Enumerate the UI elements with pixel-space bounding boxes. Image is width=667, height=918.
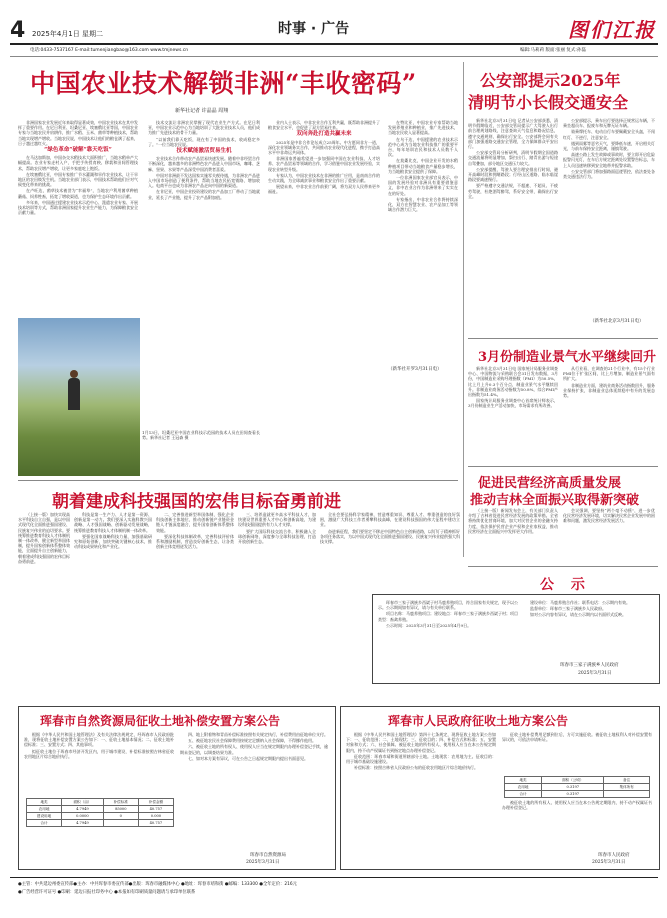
bottom-right-col-1: 根据《中华人民共和国土地管理法》第四十七条规定，现将征收土地方案公告如下：一、征收范围；二、土地现状；三、征收目的；四、补偿方式和标准；五、安置对象和方式；六、社会保障。被征收土地的所有权人、使用权人应当在本公告规定期限内，持不动产权属证书到指定地点办理补偿登记。 征收范围：珲春市靖和街道所辖部分土地。土地现状：农用地为主。征收目的：用于城市基础设施建设。 补偿标准：按照吉林省人民政府公布的征收农用地区片综合地价执行。 [346,732,496,771]
table-cell: 农用地 [505,784,542,791]
banner-col-3: 二、完善推进新型举国体制，强化企业科技创新主体地位，推动创新链产业链资金链人才链深度融合，提升国家创新体系整体效能。 要深化科技体制改革，完善科技评价体系和激励机制，营造良好创新生态，让各类创新主体竞相迸发活力。 [156,512,234,550]
table-header: 面积（亩） [62,799,104,806]
bottom-right-col-2: 征收土地补偿费用足额到位后，方可实施征收。被征收土地权利人对补偿安置有异议的，可依法申请听证。 [502,732,652,743]
table-row [27,813,174,820]
right-bottom-title-1: 促进民营经济高质量发展 [478,476,622,491]
middle-banner-body: （上接一版）加快实现高水平科技自立自强，是以中国式现代化全面推进强国建设、民族复兴伟业的迫切要求。要统筹推进教育科技人才体制机制一体改革，健全新型举国体制，提升国家创新体系整体效能，全面提升自主创新能力，朝着建成科技强国的宏伟目标奋勇前进。 [18,512,70,564]
lead-subhead-3: 双向奔赴打造共赢未来 [296,131,352,138]
lead-article-photo [18,318,140,476]
right-top-col-1: 新华社北京3月31日电 记者从公安部获悉，清明节假期临近，公安部交管局提示广大驾驶人出行前合理规划路线，注意查询天气信息和路况信息，遵守交通规则，确保出行安全。公安部将会同有关部门加强道路交通安全管理，全力保障群众平安出行。 公安部交管局分析研判，清明节假期全国道路交通流量将明显增加，祭扫出行、踏青出游与短途自驾叠加，部分地区交通压力较大。 公安部提醒，驾驶人要合理安排出行时间，避开高峰时段和拥堵路段；行经山区道路、临水临崖路段要减速慢行。 要严格遵守交通法规，不超速、不超员、不疲劳驾驶，杜绝酒驾醉驾，系好安全带，确保出行安全。 [468,118,558,199]
bottom-left-notice-title: 珲春市自然资源局征收土地补偿安置方案公告 [40,714,281,728]
section-title: 时事 · 广告 [278,21,350,37]
table-cell: 合计 [27,820,62,827]
right-top-title-1: 公安部提示2025年 [480,71,621,90]
lead-article-title: 中国农业技术解锁非洲“丰收密码” [30,69,417,98]
lead-article-col-1: 非洲国家农业发展近年来取得显著成效，中国农业技术在其中发挥了重要作用。在尼日利亚、坦桑尼亚、埃塞俄比亚等国，中国农业专家与当地农民并肩耕作，推广水稻、玉米、菌草等种植技术，帮助当地实现增产增收。当地农民说，中国技术让他们的粮仓满了起来，日子越过越红火。 “绿色革命”破解“靠天吃饭” 在马达加斯加，中国杂交水稻技术大面积推广，当地水稻单产大幅提高。农业专家走村入户，手把手传授育秧、移栽和田间管理技术，帮助农民增产增收，让更多家庭吃上饱饭。 在埃塞俄比亚，中国专家推广节水灌溉和旱作农业技术，让干旱地区的农田焕发生机。当地农业部门表示，中国技术帮助他们应对气候变化带来的挑战。 在卢旺达，菌草技术被誉为“幸福草”，当地农户利用菌草种植蘑菇、饲养牲畜，拓宽了增收渠道，也为保护生态环境作出贡献。 多年来，中国通过援建农业技术示范中心、派遣农业专家、开展技术培训等方式，帮助非洲国家提升农业生产能力，为保障粮食安全贡献力量。 [18,120,138,216]
bottom-right-notice-date: 2025年3月31日 [592,860,626,865]
bottom-right-notice-body: 根据《中华人民共和国土地管理法》第四十七条规定，现将征收土地方案公告如下：一、征收范围；二、土地现状；三、征收目的；四、补偿方式和标准；五、安置对象和方式；六、社会保障。被征收土地的所有权人、使用权人应当在本公告规定期限内，持不动产权属证书到指定地点办理补偿登记。 [346,732,496,753]
lead-subhead-2: 技术赋能激活贸易生机 [176,148,232,155]
table-row [27,820,174,827]
right-mid-body: 新华社北京3月31日电 国家统计局服务业调查中心、中国物流与采购联合会31日发布数据，3月份，中国制造业采购经理指数（PMI）为50.5%，比上月上升0.3个百分点，制造业景气水平继续回升。非制造业商务活动指数为50.8%，综合PMI产出指数为51.4%。 [468,366,558,398]
table-cell: 40.757 [138,820,173,827]
bottom-left-notice-sign: 珲春市自然资源局 [250,853,286,858]
bottom-left-table [26,798,174,827]
bottom-left-col-2: 四、地上附着物和青苗补偿标准按照有关规定执行，补偿费用由征地单位支付。 五、被征地农民社会保障费用按规定足额纳入社会保障，不得挪作他用。 六、被征收土地的所有权人、使用权人应当在规定期限内办理补偿登记手续，逾期未登记的，以调查结果为准。 七、如对本方案有异议，可在公告之日起规定期限内提出书面意见。 [180,732,328,761]
table-cell: 0.3197 [542,791,604,798]
right-mid-title: 3月份制造业景气水平继续回升 [478,350,657,365]
issue-date: 2025年4月1日 星期二 [32,30,103,38]
banner-col-5: 全社会要弘扬科学家精神，营造尊重知识、尊重人才、尊重创造的良好氛围，激励广大科技工作者勇攀科技高峰，在建设科技强国的伟大征程中建功立业。 奋进新征程，我们要坚定不移走中国特色自主创新道路，以钉钉子精神抓好各项任务落实，为以中国式现代化全面推进强国建设、民族复兴伟业提供强大科技支撑。 [320,512,460,545]
editors-line: 编辑:马莉莉 版面:张丽 复式:孙磊 [520,48,586,53]
table-header: 补偿标准 [103,799,138,806]
table-cell: 0.3197 [542,784,604,791]
right-mid-col-2: 从行业看，在调查的21个行业中，有15个行业PMI位于扩张区间，比上月增加，制造业景气面有所扩大。 非制造业方面，建筑业商务活动指数回升，服务业保持扩张，非制造业总体延续稳中有升的发展态势。 [563,366,655,399]
announcement-contacts: 建设单位：马鹿养殖合作社；联系电话：公示期内有效。 监督单位：珲春市三家子满族乡人民政府。 如对公示内容有异议，请在公示期内以书面形式反映。 [530,600,630,618]
table-cell: 农用地 [27,806,62,813]
column-divider [463,62,464,557]
lead-article-col-3: 业内人士表示，中非农业合作互利共赢，既帮助非洲提升了粮食安全水平，也促进了双方贸易往来。 双向奔赴打造共赢未来 2025年是中非合作论坛成立25周年。中方愿同非方一道，深化农业领域务实合作，共同推动农业现代化进程，携手打造高水平中非命运共同体。 非洲国家普遍希望进一步加强同中国在农业科技、人才培养、农产品贸易等领域的合作，学习借鉴中国农业发展经验，实现农业转型升级。 专家认为，中国农业技术在非洲的推广应用，是南南合作的生动实践，为全球减贫事业和粮食安全作出了重要贡献。 展望未来，中非农业合作前景广阔，将为双方人民带来更多福祉。 [268,120,380,195]
table-header: 补偿金额 [138,799,173,806]
lead-article-body: 非洲国家农业发展近年来取得显著成效，中国农业技术在其中发挥了重要作用。在尼日利亚、坦桑尼亚、埃塞俄比亚等国，中国农业专家与当地农民并肩耕作，推广水稻、玉米、菌草等种植技术，帮助当地实现增产增收。当地农民说，中国技术让他们的粮仓满了起来，日子越过越红火。 [18,120,138,146]
banner-col-1 [18,512,70,680]
photo-figure [68,378,80,410]
lead-article-col-4: 在赞比亚，中国农业专家帮助当地发展养殖业和种植业，推广先进技术，当地农民收入显著提高。 在乌干达，中国援建的农业技术示范中心成为当地农业科技推广的重要平台，每年培训农民和技术人员数千人次。 在莫桑比克，中国企业开发的水稻种植项目带动当地粮食产量稳步增长，为当地粮食安全提供了保障。 一位非洲国家农业部官员表示，中国的发展经验对非洲具有重要借鉴意义，非中农业合作为非洲带来了实实在在的好处。 专家指出，中非农业合作将持续深化，双方在智慧农业、农产品加工等领域合作潜力巨大。 [388,120,458,213]
lead-subhead-1: “绿色革命”破解“靠天吃饭” [44,147,112,154]
masthead-rule [10,43,658,45]
lead-article-end-note: （新华社开罗3月31日电） [388,367,442,372]
bottom-right-notice-sign: 珲春市人民政府 [598,853,630,858]
table-cell [103,820,138,827]
table-cell: 合计 [505,791,542,798]
right-top-end-note: （新华社北京3月31日电） [590,319,644,324]
announcement-body: 珲春市三家子满族乡西崴子村马鹿养殖项目，符合国家有关规定，现予以公示。公示期间如有异议，请与有关单位联系。 [378,600,518,611]
announcement-title: 公 示 [540,577,591,593]
right-top-col-2: 公安部提示，乘车出行要选择正规营运车辆，不乘坐超员车、报废车和无牌无证车辆。 骑乘摩托车、电动自行车要佩戴安全头盔，不闯红灯、不逆行，注意安全。 遇到雨雾等恶劣天气，要降低车速，开启相关灯光，与前车保持安全距离，谨慎驾驶。 高速公路上发生故障或事故时，要立即开启危险报警闪光灯，在车后方规定距离处设置警告标志，车上人员迅速转移到安全地带并报警求助。 公安交管部门将加强路面巡逻管控，依法查处各类交通违法行为。 [563,118,655,180]
newspaper-logo: 图们江报 [568,18,656,42]
table-row [27,806,174,813]
right-bottom-body: （上接一版）新闻发布会上，有关部门负责人介绍了吉林省促进民营经济发展的政策举措。全省将持续优化营商环境，加大对民营企业的金融支持力度，依法保护民营企业产权和企业家权益，推动民营经济在全面振兴中发挥更大作用。 [468,508,558,534]
table-row [505,784,650,791]
table-cell: 0 [103,813,138,820]
announcement-top-rule [468,566,658,567]
table-cell: 集体所有 [604,784,650,791]
table-cell [604,791,650,798]
right-bottom-col-1 [468,508,558,560]
right-top-body: 新华社北京3月31日电 记者从公安部获悉，清明节假期临近，公安部交管局提示广大驾驶人出行前合理规划路线，注意查询天气信息和路况信息，遵守交通规则，确保出行安全。公安部将会同有关部门加强道路交通安全管理，全力保障群众平安出行。 [468,118,558,150]
announcement-body-wrap: 珲春市三家子满族乡西崴子村马鹿养殖项目，符合国家有关规定，现予以公示。公示期间如有异议，请与有关单位联系。 项目名称：马鹿养殖项目；建设地点：珲春市三家子满族乡西崴子村；项目类型：畜禽养殖。 公示时间：2025年3月31日至2025年4月9日。 [378,600,518,628]
table-cell: 0.0000 [62,813,104,820]
right-section-rule [468,338,658,339]
table-cell: 40.757 [138,806,173,813]
right-section-rule-2 [468,466,658,467]
page-number: 4 [10,18,26,43]
lead-article-col-2: 技术交流让非洲农民掌握了现代农业生产方式。在尼日利亚，中国农业示范中心为当地培训了大批农业技术人员，他们成为推广先进技术的骨干力量。 “以前我们靠天吃饭，现在有了中国的技术，收成稳定多了。”一位当地农民说。 技术赋能激活贸易生机 农业技术合作带动农产品贸易快速发展。随着中非经贸合作不断深化，越来越多的非洲特色农产品进入中国市场，咖啡、芝麻、坚果、水果等产品深受中国消费者喜爱。 中国对非洲最不发达国家实施零关税待遇，为非洲农产品进入中国市场创造了便利条件，帮助当地农民拓宽销路、增加收入。电商平台也成为非洲农产品走向中国的新渠道。 在肯尼亚，中国企业投资建设的农产品加工厂带动了当地就业，延长了产业链，提升了农产品附加值。 [148,120,260,200]
bottom-right-col-3: 被征收土地的所有权人、使用权人应当在本公告规定期限内，持不动产权属证书办理补偿登记。 [502,800,652,811]
bottom-left-notice-date: 2025年3月31日 [246,860,280,865]
table-header: 地类 [505,777,542,784]
contact-line: 电话:0433-7537167 E-mail:tumenjiangbao@163.com www.tmjnews.cn [30,48,189,53]
table-header: 备注 [604,777,650,784]
lead-article-byline: 新华社记者 许晶晶 周翔 [175,108,229,114]
footer-line-2: ●广告经营许可证号 ●印刷：延边日报社印务中心 ●本报如有印刷质量问题请与承印单位联系 [18,890,196,895]
right-bottom-col-2: 会议强调，要坚持“两个毫不动摇”，进一步优化民营经济发展环境，切实解决民营企业发展中的困难和问题，激发民营经济发展活力。 [563,508,655,524]
bottom-right-table [504,776,650,798]
table-cell: 4.7949 [62,820,104,827]
table-cell: 4.7949 [62,806,104,813]
right-bottom-title-2: 推动吉林全面振兴取得新突破 [470,493,640,508]
bottom-left-col-1: 根据《中华人民共和国土地管理法》及有关法律法规规定，经珲春市人民政府批准，现将征收土地补偿安置方案公告如下：一、征收土地基本情况；二、征收土地补偿标准；三、安置方式；四、其他事项。 拟征收土地位于珲春市经济开发区内，用于城市建设，补偿标准按照吉林省征收农用地区片综合地价执行。 [24,732,174,759]
banner-top-rule [18,480,458,481]
table-cell: 85000 [103,806,138,813]
banner-col-2: 科技是第一生产力、人才是第一资源、创新是第一动力。我们要深入实施科教兴国战略、人才强国战略、创新驱动发展战略，统筹推进教育科技人才体制机制一体改革。 要强化国家战略科技力量，加强基础研究和原始创新，加快突破关键核心技术，推动科技成果转化和产业化。 [74,512,152,550]
table-cell: 建设用地 [27,813,62,820]
table-row [505,791,650,798]
bottom-right-notice-title: 珲春市人民政府征收土地方案公告 [388,714,569,728]
table-header: 地类 [27,799,62,806]
announcement-sponsor: 珲春市三家子满族乡人民政府 [560,663,619,668]
right-top-title-2: 清明节小长假交通安全 [468,93,629,112]
lead-photo-caption: 1月13日，坦桑尼亚中国农业科技示范园的技术人员在田间查看长势。新华社记者 王冠森 摄 [142,430,260,441]
bottom-left-notice-body: 根据《中华人民共和国土地管理法》及有关法律法规规定，经珲春市人民政府批准，现将征收土地补偿安置方案公告如下：一、征收土地基本情况；二、征收土地补偿标准；三、安置方式；四、其他事项。 [24,732,174,748]
masthead-rule-thin [10,56,658,57]
banner-col-4: 三、培养造就更多高水平科技人才，加快建设世界重要人才中心和创新高地，为建设科技强国提供有力人才支撑。 要扩大国际科技交流合作，积极融入全球创新网络，深度参与全球科技治理，打造开放创新生态。 [238,512,316,545]
photo-figure-head [70,370,78,378]
footer-rule [10,877,658,878]
table-cell: 0.000 [138,813,173,820]
announcement-date: 2025年3月31日 [578,671,612,676]
right-mid-col-1: 新华社北京3月31日电 国家统计局服务业调查中心、中国物流与采购联合会31日发布数据，3月份，中国制造业采购经理指数（PMI）为50.5%，比上月上升0.3个百分点，制造业景气水平继续回升。非制造业商务活动指数为50.8%，综合PMI产出指数为51.4%。 国家统计局服务业调查中心首席统计师表示，3月份制造业生产活动加快，市场需求有所改善。 [468,366,558,409]
table-header: 面积（公顷） [542,777,604,784]
middle-banner-title: 朝着建成科技强国的宏伟目标奋勇前进 [52,492,341,512]
footer-line-1: ●主管：中共延边州委宣传部●主办：中共珲春市委宣传部●出版：珲春市融媒体中心 ●地址：珲春市靖和街 ●邮编：133300 ●全年定价：216元 [18,882,297,887]
